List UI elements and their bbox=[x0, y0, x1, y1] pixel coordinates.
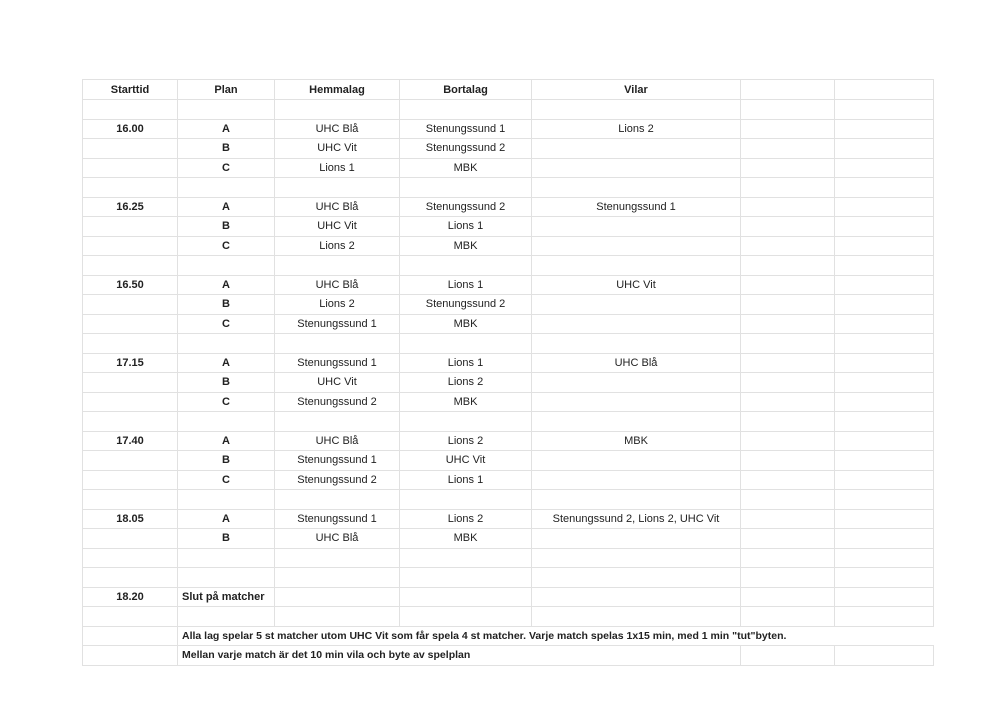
empty-cell bbox=[532, 568, 741, 588]
resting-team bbox=[532, 392, 741, 412]
start-time: 16.50 bbox=[83, 275, 178, 295]
match-row bbox=[83, 158, 934, 178]
empty-cell bbox=[400, 178, 532, 198]
empty-cell bbox=[83, 314, 178, 334]
resting-team bbox=[532, 139, 741, 159]
resting-team bbox=[532, 470, 741, 490]
empty-cell bbox=[83, 178, 178, 198]
header-blank bbox=[741, 80, 835, 100]
empty-cell bbox=[532, 178, 741, 198]
empty-cell bbox=[741, 236, 835, 256]
plan-letter: B bbox=[178, 217, 275, 237]
empty-cell bbox=[532, 490, 741, 510]
home-team: UHC Blå bbox=[275, 431, 400, 451]
empty-cell bbox=[741, 509, 835, 529]
empty-cell bbox=[83, 490, 178, 510]
note-text: Alla lag spelar 5 st matcher utom UHC Vit som får spela 4 st matcher. Varje match spelas 1x15 min, med 1 min "tut"byten. bbox=[178, 626, 934, 646]
empty-cell bbox=[835, 256, 934, 276]
plan-letter: C bbox=[178, 236, 275, 256]
away-team: Lions 2 bbox=[400, 509, 532, 529]
empty-cell bbox=[835, 373, 934, 393]
resting-team bbox=[532, 314, 741, 334]
match-row bbox=[83, 470, 934, 490]
empty-cell bbox=[532, 412, 741, 432]
empty-cell bbox=[835, 178, 934, 198]
away-team: Stenungssund 2 bbox=[400, 139, 532, 159]
away-team: Lions 1 bbox=[400, 275, 532, 295]
match-row bbox=[83, 392, 934, 412]
match-row bbox=[83, 353, 934, 373]
empty-cell bbox=[835, 139, 934, 159]
plan-letter: A bbox=[178, 431, 275, 451]
empty-cell bbox=[835, 392, 934, 412]
empty-cell bbox=[741, 470, 835, 490]
empty-cell bbox=[178, 178, 275, 198]
match-row bbox=[83, 236, 934, 256]
empty-cell bbox=[83, 392, 178, 412]
match-row bbox=[83, 295, 934, 315]
empty-cell bbox=[83, 470, 178, 490]
schedule-table bbox=[82, 79, 934, 666]
match-row bbox=[83, 217, 934, 237]
empty-cell bbox=[835, 646, 934, 666]
empty-cell bbox=[741, 607, 835, 627]
home-team: Stenungssund 1 bbox=[275, 353, 400, 373]
empty-cell bbox=[83, 548, 178, 568]
note-text: Mellan varje match är det 10 min vila och byte av spelplan bbox=[178, 646, 741, 666]
start-time: 18.05 bbox=[83, 509, 178, 529]
note-row bbox=[83, 626, 934, 646]
match-row bbox=[83, 139, 934, 159]
end-time: 18.20 bbox=[83, 587, 178, 607]
resting-team bbox=[532, 529, 741, 549]
empty-cell bbox=[178, 412, 275, 432]
empty-cell bbox=[835, 275, 934, 295]
empty-cell bbox=[83, 256, 178, 276]
match-row bbox=[83, 119, 934, 139]
plan-letter: B bbox=[178, 295, 275, 315]
empty-cell bbox=[835, 587, 934, 607]
match-row bbox=[83, 529, 934, 549]
spacer-row bbox=[83, 607, 934, 627]
resting-team bbox=[532, 158, 741, 178]
empty-cell bbox=[741, 119, 835, 139]
header-hemmalag: Hemmalag bbox=[275, 80, 400, 100]
match-row bbox=[83, 275, 934, 295]
header-row bbox=[83, 80, 934, 100]
empty-cell bbox=[741, 431, 835, 451]
empty-cell bbox=[83, 451, 178, 471]
resting-team: Stenungssund 2, Lions 2, UHC Vit bbox=[532, 509, 741, 529]
resting-team bbox=[532, 373, 741, 393]
empty-cell bbox=[532, 100, 741, 120]
empty-cell bbox=[835, 158, 934, 178]
empty-cell bbox=[835, 412, 934, 432]
empty-cell bbox=[400, 490, 532, 510]
empty-cell bbox=[835, 490, 934, 510]
empty-cell bbox=[741, 334, 835, 354]
empty-cell bbox=[83, 373, 178, 393]
empty-cell bbox=[275, 587, 400, 607]
home-team: Lions 2 bbox=[275, 236, 400, 256]
home-team: UHC Vit bbox=[275, 139, 400, 159]
empty-cell bbox=[83, 529, 178, 549]
empty-cell bbox=[275, 334, 400, 354]
empty-cell bbox=[835, 314, 934, 334]
plan-letter: C bbox=[178, 470, 275, 490]
resting-team: Stenungssund 1 bbox=[532, 197, 741, 217]
resting-team: UHC Blå bbox=[532, 353, 741, 373]
empty-cell bbox=[741, 314, 835, 334]
empty-cell bbox=[835, 529, 934, 549]
empty-cell bbox=[83, 236, 178, 256]
empty-cell bbox=[741, 256, 835, 276]
empty-cell bbox=[741, 451, 835, 471]
spacer-row bbox=[83, 412, 934, 432]
empty-cell bbox=[275, 100, 400, 120]
empty-cell bbox=[741, 373, 835, 393]
empty-cell bbox=[83, 100, 178, 120]
match-row bbox=[83, 509, 934, 529]
resting-team: Lions 2 bbox=[532, 119, 741, 139]
empty-cell bbox=[532, 607, 741, 627]
home-team: UHC Blå bbox=[275, 529, 400, 549]
resting-team: UHC Vit bbox=[532, 275, 741, 295]
empty-cell bbox=[741, 197, 835, 217]
match-row bbox=[83, 431, 934, 451]
away-team: UHC Vit bbox=[400, 451, 532, 471]
home-team: Stenungssund 1 bbox=[275, 451, 400, 471]
end-label: Slut på matcher bbox=[178, 587, 275, 607]
empty-cell bbox=[275, 256, 400, 276]
empty-cell bbox=[835, 568, 934, 588]
match-row bbox=[83, 197, 934, 217]
plan-letter: B bbox=[178, 529, 275, 549]
end-row bbox=[83, 587, 934, 607]
start-time: 17.40 bbox=[83, 431, 178, 451]
spacer-row bbox=[83, 568, 934, 588]
empty-cell bbox=[835, 470, 934, 490]
away-team: MBK bbox=[400, 314, 532, 334]
empty-cell bbox=[178, 334, 275, 354]
empty-cell bbox=[741, 139, 835, 159]
empty-cell bbox=[532, 256, 741, 276]
home-team: Stenungssund 1 bbox=[275, 314, 400, 334]
empty-cell bbox=[275, 178, 400, 198]
empty-cell bbox=[275, 490, 400, 510]
empty-cell bbox=[178, 490, 275, 510]
empty-cell bbox=[83, 334, 178, 354]
away-team: Lions 1 bbox=[400, 217, 532, 237]
start-time: 17.15 bbox=[83, 353, 178, 373]
plan-letter: C bbox=[178, 392, 275, 412]
header-plan: Plan bbox=[178, 80, 275, 100]
plan-letter: A bbox=[178, 509, 275, 529]
home-team: Lions 1 bbox=[275, 158, 400, 178]
empty-cell bbox=[835, 607, 934, 627]
empty-cell bbox=[741, 295, 835, 315]
empty-cell bbox=[275, 568, 400, 588]
empty-cell bbox=[178, 548, 275, 568]
away-team: Lions 1 bbox=[400, 353, 532, 373]
spacer-row bbox=[83, 178, 934, 198]
header-vilar: Vilar bbox=[532, 80, 741, 100]
resting-team: MBK bbox=[532, 431, 741, 451]
empty-cell bbox=[741, 490, 835, 510]
empty-cell bbox=[83, 568, 178, 588]
empty-cell bbox=[83, 646, 178, 666]
empty-cell bbox=[835, 548, 934, 568]
away-team: MBK bbox=[400, 158, 532, 178]
empty-cell bbox=[741, 353, 835, 373]
empty-cell bbox=[83, 217, 178, 237]
empty-cell bbox=[741, 178, 835, 198]
empty-cell bbox=[178, 607, 275, 627]
empty-cell bbox=[741, 646, 835, 666]
empty-cell bbox=[532, 587, 741, 607]
away-team: MBK bbox=[400, 236, 532, 256]
header-bortalag: Bortalag bbox=[400, 80, 532, 100]
resting-team bbox=[532, 451, 741, 471]
empty-cell bbox=[741, 412, 835, 432]
empty-cell bbox=[835, 295, 934, 315]
away-team: Lions 2 bbox=[400, 431, 532, 451]
home-team: Lions 2 bbox=[275, 295, 400, 315]
away-team: Stenungssund 2 bbox=[400, 197, 532, 217]
home-team: UHC Blå bbox=[275, 197, 400, 217]
home-team: UHC Blå bbox=[275, 119, 400, 139]
empty-cell bbox=[83, 626, 178, 646]
empty-cell bbox=[178, 256, 275, 276]
empty-cell bbox=[400, 607, 532, 627]
resting-team bbox=[532, 236, 741, 256]
empty-cell bbox=[178, 100, 275, 120]
empty-cell bbox=[275, 412, 400, 432]
empty-cell bbox=[741, 158, 835, 178]
plan-letter: B bbox=[178, 451, 275, 471]
empty-cell bbox=[741, 392, 835, 412]
home-team: UHC Vit bbox=[275, 373, 400, 393]
empty-cell bbox=[275, 548, 400, 568]
schedule-body bbox=[83, 80, 934, 666]
empty-cell bbox=[835, 334, 934, 354]
spacer-row bbox=[83, 256, 934, 276]
spacer-row bbox=[83, 548, 934, 568]
start-time: 16.25 bbox=[83, 197, 178, 217]
resting-team bbox=[532, 295, 741, 315]
empty-cell bbox=[400, 568, 532, 588]
away-team: Stenungssund 2 bbox=[400, 295, 532, 315]
empty-cell bbox=[835, 353, 934, 373]
empty-cell bbox=[83, 158, 178, 178]
empty-cell bbox=[400, 587, 532, 607]
resting-team bbox=[532, 217, 741, 237]
home-team: Stenungssund 2 bbox=[275, 392, 400, 412]
away-team: MBK bbox=[400, 529, 532, 549]
home-team: Stenungssund 2 bbox=[275, 470, 400, 490]
empty-cell bbox=[532, 334, 741, 354]
empty-cell bbox=[400, 412, 532, 432]
empty-cell bbox=[275, 607, 400, 627]
empty-cell bbox=[400, 256, 532, 276]
spacer-row bbox=[83, 490, 934, 510]
empty-cell bbox=[835, 509, 934, 529]
home-team: UHC Vit bbox=[275, 217, 400, 237]
away-team: MBK bbox=[400, 392, 532, 412]
empty-cell bbox=[741, 100, 835, 120]
match-row bbox=[83, 373, 934, 393]
away-team: Lions 1 bbox=[400, 470, 532, 490]
empty-cell bbox=[835, 431, 934, 451]
plan-letter: B bbox=[178, 373, 275, 393]
note-row bbox=[83, 646, 934, 666]
empty-cell bbox=[835, 236, 934, 256]
spacer-row bbox=[83, 100, 934, 120]
empty-cell bbox=[835, 100, 934, 120]
empty-cell bbox=[400, 548, 532, 568]
away-team: Lions 2 bbox=[400, 373, 532, 393]
plan-letter: A bbox=[178, 119, 275, 139]
empty-cell bbox=[532, 548, 741, 568]
spacer-row bbox=[83, 334, 934, 354]
plan-letter: C bbox=[178, 314, 275, 334]
plan-letter: A bbox=[178, 275, 275, 295]
empty-cell bbox=[835, 119, 934, 139]
empty-cell bbox=[741, 568, 835, 588]
empty-cell bbox=[83, 412, 178, 432]
header-starttid: Starttid bbox=[83, 80, 178, 100]
empty-cell bbox=[178, 568, 275, 588]
home-team: UHC Blå bbox=[275, 275, 400, 295]
match-row bbox=[83, 314, 934, 334]
away-team: Stenungssund 1 bbox=[400, 119, 532, 139]
plan-letter: C bbox=[178, 158, 275, 178]
plan-letter: B bbox=[178, 139, 275, 159]
start-time: 16.00 bbox=[83, 119, 178, 139]
empty-cell bbox=[83, 139, 178, 159]
home-team: Stenungssund 1 bbox=[275, 509, 400, 529]
empty-cell bbox=[741, 217, 835, 237]
empty-cell bbox=[83, 295, 178, 315]
match-row bbox=[83, 451, 934, 471]
empty-cell bbox=[83, 607, 178, 627]
empty-cell bbox=[741, 587, 835, 607]
empty-cell bbox=[741, 548, 835, 568]
header-blank bbox=[835, 80, 934, 100]
empty-cell bbox=[741, 529, 835, 549]
empty-cell bbox=[835, 217, 934, 237]
empty-cell bbox=[400, 334, 532, 354]
plan-letter: A bbox=[178, 353, 275, 373]
plan-letter: A bbox=[178, 197, 275, 217]
empty-cell bbox=[835, 451, 934, 471]
empty-cell bbox=[741, 275, 835, 295]
empty-cell bbox=[400, 100, 532, 120]
empty-cell bbox=[835, 197, 934, 217]
